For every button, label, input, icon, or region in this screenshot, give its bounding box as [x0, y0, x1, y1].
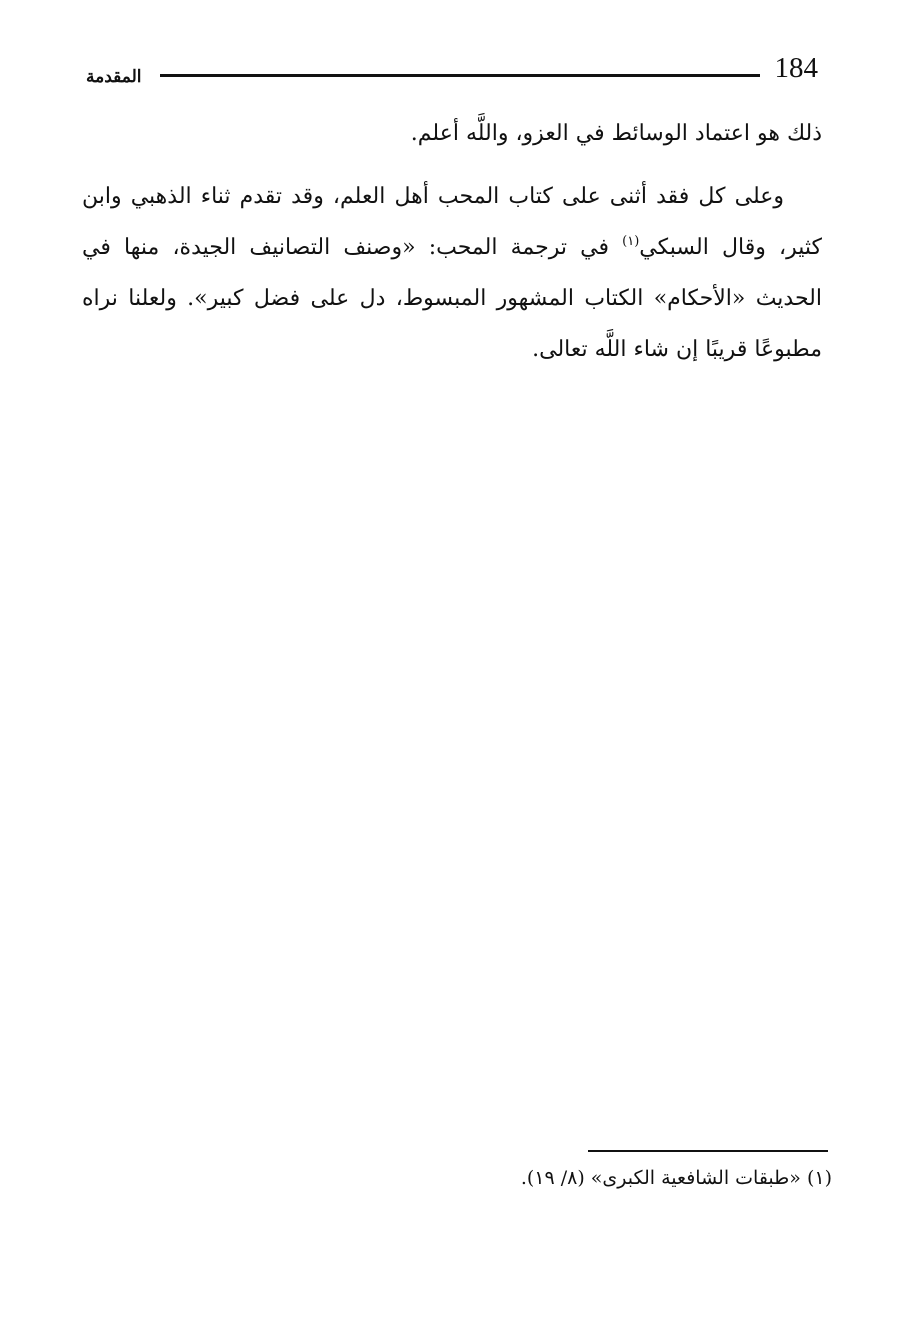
paragraph-text: ذلك هو اعتماد الوسائط في العزو، واللَّه أعلم.: [410, 121, 822, 146]
footnote: (١) «طبقات الشافعية الكبرى» (٨/ ١٩).: [520, 1167, 832, 1189]
paragraph: [82, 108, 822, 159]
footnote-reference: (١): [622, 234, 640, 249]
paragraph-text: وعلى كل فقد أثنى على كتاب المحب أهل العلم، وقد تقدم ثناء الذهبي وابن كثير، وقال السبكي: [82, 184, 822, 260]
paragraph-text: في ترجمة المحب: «وصنف التصانيف الجيدة، منها في الحديث «الأحكام» الكتاب المشهور المبسوط، دل على فضل كبير». ولعلنا نراه مطبوعًا قريبًا إن شاء اللَّه تعالى.: [82, 235, 822, 362]
header-rule: [160, 74, 760, 77]
paragraph: [82, 171, 822, 375]
main-text: [82, 108, 822, 375]
page-number: 184: [774, 52, 818, 84]
running-title: المقدمة: [86, 67, 142, 87]
footnote-separator: [588, 1150, 828, 1152]
